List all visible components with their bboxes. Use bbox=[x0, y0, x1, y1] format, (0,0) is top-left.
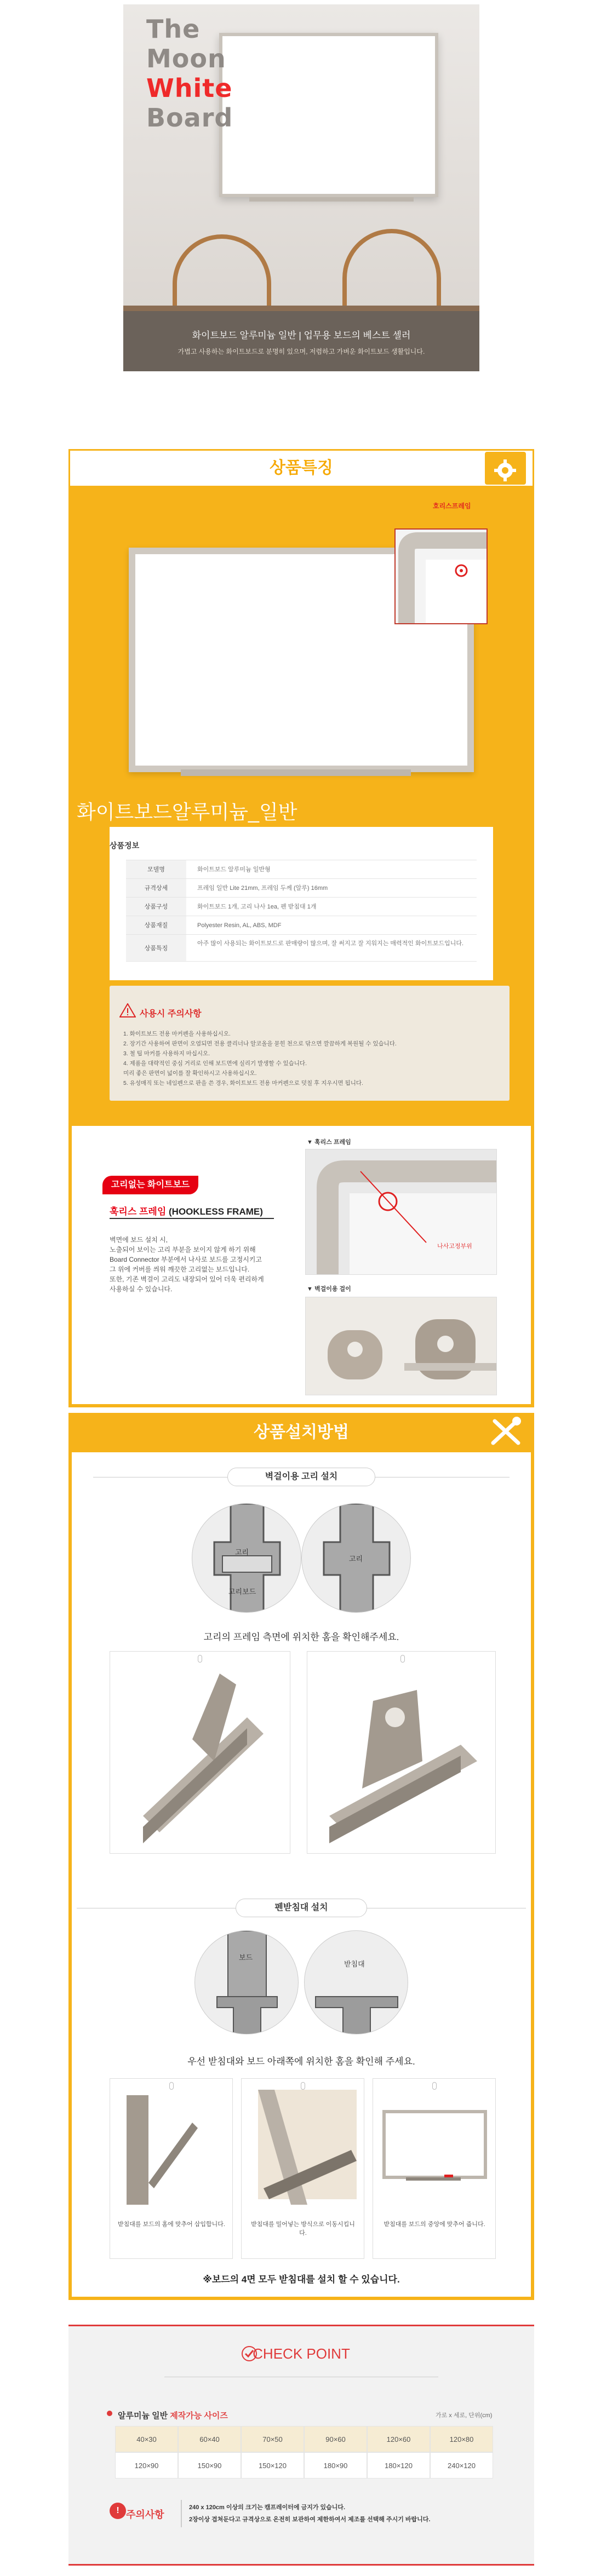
size-title bbox=[118, 2410, 228, 2421]
pin-icon bbox=[400, 1655, 405, 1663]
step1-title: 벽걸이용 고리 설치 bbox=[227, 1468, 375, 1486]
hero-title-word-1: The bbox=[146, 14, 201, 44]
size-grid bbox=[115, 2426, 493, 2479]
install-final-note: ※보드의 4면 모두 받침대를 설치 할 수 있습니다. bbox=[203, 2274, 400, 2285]
hero-title-word-4: Board bbox=[146, 103, 233, 133]
hookless-desc-line: 또한, 기존 벽걸이 고리도 내장되어 있어 더욱 편리하게 bbox=[110, 1275, 264, 1283]
hero-board-tray bbox=[249, 197, 414, 202]
spec-title: 상품정보 bbox=[110, 841, 140, 850]
tray-label: 받침대 bbox=[344, 1960, 365, 1968]
wall-hook-image bbox=[305, 1297, 497, 1395]
features-header bbox=[68, 449, 534, 487]
checkpoint-title: CHECK POINT bbox=[253, 2345, 350, 2362]
spec-row bbox=[126, 860, 477, 878]
size-cell: 60×40 bbox=[178, 2426, 241, 2452]
spec-key: 상품특징 bbox=[126, 935, 186, 961]
size-cell: 40×30 bbox=[115, 2426, 178, 2452]
install-title: 상품설치방법 bbox=[254, 1423, 349, 1441]
step1-note: 고리의 프레임 측면에 위치한 홈을 확인해주세요. bbox=[203, 1632, 399, 1642]
step2-title: 펜받침대 설치 bbox=[236, 1899, 367, 1917]
tray-photo-2 bbox=[241, 2078, 364, 2259]
hookless-subtitle-red: 훅리스 프레임 bbox=[110, 1206, 167, 1217]
feature-board-tray bbox=[181, 769, 411, 776]
size-cell: 120×60 bbox=[367, 2426, 430, 2452]
hookless-frame-image bbox=[305, 1149, 497, 1275]
size-unit: 가로 x 세로, 단위(cm) bbox=[436, 2412, 493, 2419]
spec-value: 아주 많이 사용되는 화이트보드로 판매량이 많으며, 잘 써지고 잘 지워지는 매력적인 화이트보드입니다. bbox=[197, 940, 464, 947]
hookless-desc-line: 사용하실 수 있습니다. bbox=[110, 1285, 173, 1293]
size-cell: 180×90 bbox=[304, 2452, 367, 2479]
hook-photo-a bbox=[110, 1651, 290, 1854]
hero-title-word-2: Moon bbox=[146, 44, 226, 73]
hook-board-label: 고리보드 bbox=[228, 1588, 256, 1596]
size-cell: 120×90 bbox=[115, 2452, 178, 2479]
size-cell: 150×90 bbox=[178, 2452, 241, 2479]
pin-icon bbox=[169, 2082, 174, 2090]
caution-note-line: 240 x 120cm 이상의 크기는 캠프레이터에 금지가 있습니다. bbox=[189, 2504, 346, 2511]
tray-photo-caption: 받침대를 밀어넣는 방식으로 이동시킵니다. bbox=[251, 2221, 355, 2236]
hookless-desc-line: 노출되어 보이는 고리 부분을 보이지 않게 하기 위해 bbox=[110, 1246, 256, 1254]
caution-note-line: 2장이상 겹쳐둔다고 규격상으로 온전히 보관하여 제한하여서 제조를 선택해 주시기 바랍니다. bbox=[189, 2516, 431, 2523]
size-cell: 150×120 bbox=[241, 2452, 304, 2479]
spec-value: 화이트보드 1개, 고리 나사 1ea, 펜 받침대 1개 bbox=[197, 904, 317, 910]
spec-value: 화이트보드 알루미늄 일반형 bbox=[197, 866, 271, 873]
hook-circle-diagram-b bbox=[301, 1503, 411, 1613]
caution-line: 1. 화이트보드 전용 마커펜을 사용하십시오. bbox=[123, 1031, 231, 1037]
pin-icon bbox=[198, 1655, 202, 1663]
tray-circle-diagram-a bbox=[194, 1930, 299, 2034]
hookless-desc-line: Board Connector 부분에서 나사로 보드를 고정시키고 bbox=[110, 1256, 262, 1263]
hook-label: 고리 bbox=[349, 1555, 363, 1563]
hookless-desc-line: 그 위에 커버를 씌워 깨끗한 고리없는 보드입니다. bbox=[110, 1266, 250, 1273]
step2-note: 우선 받침대와 보드 아래쪽에 위치한 홈을 확인해 주세요. bbox=[187, 2056, 415, 2067]
caution-line: 미리 좋은 판면이 넓이를 잘 확인하시고 사용하십시오. bbox=[123, 1070, 257, 1077]
gear-icon bbox=[485, 452, 526, 485]
tray-photo-caption: 받침대를 보드의 홈에 맞추어 삽입합니다. bbox=[118, 2221, 225, 2228]
hookless-subtitle bbox=[110, 1204, 263, 1217]
hero-caption-sub: 가볍고 사용하는 화이트보드로 분명히 있으며, 저렴하고 가벼운 화이트보드 생활입니다. bbox=[178, 348, 425, 355]
hero-table bbox=[123, 311, 479, 371]
caution-line: 4. 제품을 대략적인 중심 거리로 인해 보드면에 실리기 발생할 수 있습니다. bbox=[123, 1060, 307, 1067]
caution-line: 3. 철 팁 마커를 사용하지 마십시오. bbox=[123, 1050, 210, 1057]
caution-line: 5. 유성매직 또는 네임펜으로 판을 쓴 경우, 화이트보드 전용 마커펜으로 덧칠 후 지우시면 됩니다. bbox=[123, 1080, 363, 1086]
spec-value: Polyester Resin, AL, ABS, MDF bbox=[197, 922, 282, 929]
hookless-desc-line: 벽면에 보드 설치 시, bbox=[110, 1236, 168, 1244]
hook-photo-b bbox=[307, 1651, 496, 1854]
spec-row bbox=[126, 916, 477, 934]
divider bbox=[181, 2500, 182, 2527]
screw-label: 나사고정부위 bbox=[437, 1243, 472, 1250]
hook-label: 고리 bbox=[235, 1548, 249, 1556]
tray-circle-diagram-b bbox=[304, 1930, 408, 2034]
size-cell: 70×50 bbox=[241, 2426, 304, 2452]
tools-icon bbox=[486, 1416, 525, 1451]
frame-zoom-image bbox=[394, 528, 488, 624]
size-title-black: 알루미늄 일반 bbox=[118, 2411, 168, 2420]
hookless-badge: 고리없는 화이트보드 bbox=[102, 1176, 198, 1194]
divider bbox=[110, 1218, 274, 1219]
spec-key: 규격상세 bbox=[126, 879, 186, 897]
hero-whiteboard-image bbox=[219, 33, 438, 197]
size-title-red: 제작가능 사이즈 bbox=[170, 2411, 228, 2420]
hook-circle-diagram-a bbox=[192, 1503, 301, 1613]
zoom-label: 호리스프레임 bbox=[433, 502, 471, 510]
hero-title-word-3: White bbox=[146, 73, 233, 103]
hookless-subtitle-black: (HOOKLESS FRAME) bbox=[169, 1206, 263, 1217]
warning-icon bbox=[119, 1003, 136, 1020]
hero-caption: 화이트보드 알루미늄 일반 | 업무용 보드의 베스트 셀러 bbox=[192, 330, 411, 341]
spec-row bbox=[126, 934, 477, 962]
spec-key: 상품재질 bbox=[126, 916, 186, 934]
features-title: 상품특징 bbox=[270, 459, 333, 477]
tray-photo-caption: 받침대를 보드의 중앙에 맞추어 줍니다. bbox=[384, 2221, 485, 2228]
tray-photo-1 bbox=[110, 2078, 233, 2259]
spec-key: 모델명 bbox=[126, 860, 186, 878]
size-cell: 90×60 bbox=[304, 2426, 367, 2452]
hero-banner bbox=[123, 4, 479, 371]
hookless-image-b-label: ▼ 벽걸이용 걸이 bbox=[307, 1286, 351, 1292]
spec-value: 프레임 일반 Lite 21mm, 프레임 두께 (알루) 16mm bbox=[197, 885, 328, 892]
size-cell: 120×80 bbox=[430, 2426, 493, 2452]
caution-line: 2. 장기간 사용하여 판면이 오염되면 전용 클리너나 알코올을 묻힌 천으로 닦으면 깔끔하게 복원될 수 있습니다. bbox=[123, 1040, 397, 1047]
bullet-icon bbox=[107, 2411, 112, 2416]
tray-photo-3 bbox=[373, 2078, 496, 2259]
spec-row bbox=[126, 878, 477, 897]
caution-label: 주의사항 bbox=[126, 2509, 164, 2520]
size-cell: 240×120 bbox=[430, 2452, 493, 2479]
pin-icon bbox=[432, 2082, 437, 2090]
size-cell: 180×120 bbox=[367, 2452, 430, 2479]
hookless-image-a-label: ▼ 훅리스 프레임 bbox=[307, 1139, 351, 1146]
caution-title: 사용시 주의사항 bbox=[140, 1009, 202, 1019]
model-title: 화이트보드알루미늄_일반 bbox=[77, 801, 297, 823]
pin-icon bbox=[301, 2082, 305, 2090]
board-label: 보드 bbox=[239, 1953, 253, 1962]
install-header bbox=[68, 1413, 534, 1452]
spec-key: 상품구성 bbox=[126, 898, 186, 916]
caution-icon: ! bbox=[110, 2503, 126, 2519]
spec-row bbox=[126, 897, 477, 916]
